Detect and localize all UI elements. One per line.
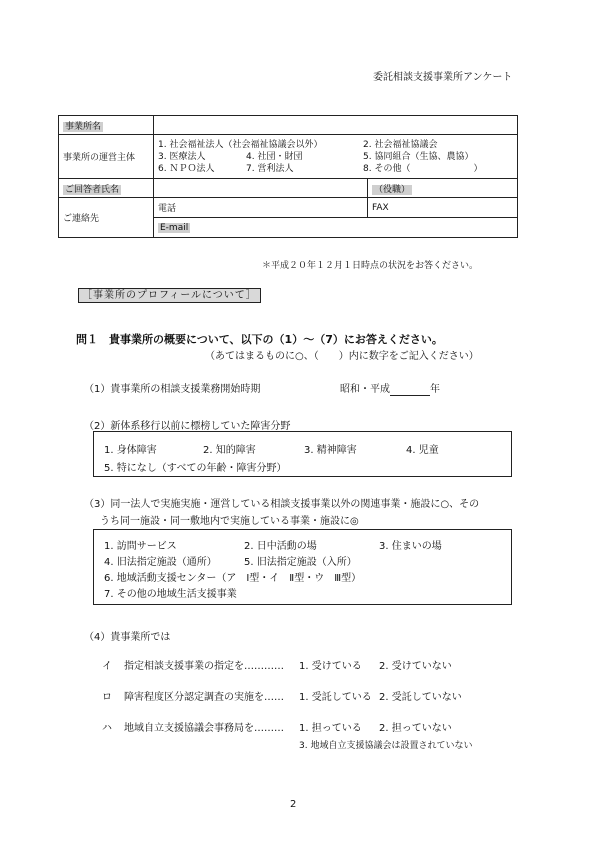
section-heading-text: ［事業所のプロフィールについて］ bbox=[78, 288, 261, 303]
office-name-input[interactable] bbox=[154, 116, 518, 135]
q1-4-item-ha-mark: ハ bbox=[102, 723, 112, 734]
email-cell[interactable] bbox=[154, 218, 518, 238]
operator-option[interactable]: 5. 協同組合（生協、農協） bbox=[363, 151, 474, 162]
office-name-label-cell bbox=[59, 116, 154, 135]
option[interactable]: 3. 地域自立支援協議会は設置されていない bbox=[299, 741, 473, 751]
option[interactable]: 1. 担っている bbox=[299, 723, 362, 734]
q1-4-item-ro-mark: ロ bbox=[102, 692, 112, 703]
q1-4-item-ha-text: 地域自立支援協議会事務局を……… bbox=[124, 723, 284, 734]
phone-label: 電話 bbox=[158, 204, 177, 214]
contact-label: ご連絡先 bbox=[59, 198, 154, 238]
option[interactable]: 2. 担っていない bbox=[379, 723, 452, 734]
option[interactable]: 2. 受託していない bbox=[379, 692, 462, 703]
operator-option[interactable]: 6. ＮＰＯ法人 bbox=[158, 163, 215, 174]
q1-3-options-box bbox=[93, 529, 512, 605]
option[interactable]: 7. その他の地域生活支援事業 bbox=[104, 589, 237, 600]
q1-3-label-line2: うち同一施設・同一敷地内で実施している事業・施設に◎ bbox=[100, 516, 359, 527]
position-label: （役職） bbox=[374, 184, 411, 195]
respondent-label: ご回答者氏名 bbox=[65, 184, 120, 195]
q1-1-label: （1）貴事業所の相談支援業務開始時期 bbox=[84, 384, 261, 395]
year-input[interactable] bbox=[390, 380, 430, 396]
q1-2-options-box bbox=[93, 431, 512, 477]
q1-2-label: （2）新体系移行以前に標榜していた障害分野 bbox=[84, 421, 291, 432]
q1-4-item-i-text: 指定相談支援事業の指定を………… bbox=[124, 661, 284, 672]
option[interactable]: 1. 受託している bbox=[299, 692, 372, 703]
option[interactable]: 1. 身体障害 bbox=[104, 445, 157, 456]
section-heading bbox=[78, 286, 261, 301]
year-suffix: 年 bbox=[430, 384, 440, 395]
office-name-label: 事業所名 bbox=[65, 121, 102, 132]
q1-3-label-line1: （3）同一法人で実施実施・運営している相談支援事業以外の関連事業・施設に○、その bbox=[84, 499, 480, 510]
operator-option[interactable]: 2. 社会福祉協議会 bbox=[363, 139, 438, 150]
q1-4-label: （4）貴事業所では bbox=[84, 632, 171, 643]
q1-1-answer bbox=[340, 380, 440, 396]
option[interactable]: 1. 訪問サービス bbox=[104, 541, 177, 552]
option[interactable]: 3. 精神障害 bbox=[304, 445, 357, 456]
operator-option[interactable]: 3. 医療法人 bbox=[158, 151, 206, 162]
fax-label: FAX bbox=[372, 202, 389, 213]
operator-label: 事業所の運営主体 bbox=[59, 135, 154, 179]
operator-options-cell bbox=[154, 135, 518, 179]
option[interactable]: 6. 地域活動支援センター（ア Ⅰ型・イ Ⅱ型・ウ Ⅲ型） bbox=[104, 573, 362, 584]
email-label: E-mail bbox=[160, 222, 189, 233]
respondent-name-input[interactable] bbox=[154, 179, 368, 198]
option[interactable]: 2. 知的障害 bbox=[203, 445, 256, 456]
operator-option[interactable]: 8. その他（ ） bbox=[363, 163, 483, 174]
option[interactable]: 5. 旧法指定施設（入所） bbox=[244, 557, 357, 568]
option[interactable]: 4. 児童 bbox=[406, 445, 439, 456]
option[interactable]: 5. 特になし（すべての年齢・障害分野） bbox=[104, 463, 287, 474]
fax-cell[interactable] bbox=[368, 198, 518, 218]
survey-title: 委託相談支援事業所アンケート bbox=[373, 72, 513, 83]
option[interactable]: 2. 受けていない bbox=[379, 661, 452, 672]
operator-option[interactable]: 7. 営利法人 bbox=[246, 163, 294, 174]
option[interactable]: 4. 旧法指定施設（通所） bbox=[104, 557, 217, 568]
option[interactable]: 2. 日中活動の場 bbox=[244, 541, 317, 552]
office-profile-table bbox=[58, 115, 518, 238]
reference-date-note: ＊平成２０年１２月１日時点の状況をお答ください。 bbox=[262, 261, 479, 271]
position-cell[interactable] bbox=[368, 179, 518, 198]
operator-option[interactable]: 4. 社団・財団 bbox=[246, 151, 303, 162]
q1-4-item-i-mark: イ bbox=[102, 661, 112, 672]
phone-cell[interactable] bbox=[154, 198, 368, 218]
q1-instruction: （あてはまるものに○、（ ）内に数字をご記入ください） bbox=[205, 351, 479, 362]
respondent-label-cell bbox=[59, 179, 154, 198]
era-label: 昭和・平成 bbox=[340, 384, 390, 395]
option[interactable]: 3. 住まいの場 bbox=[379, 541, 442, 552]
operator-option[interactable]: 1. 社会福祉法人（社会福祉協議会以外） bbox=[158, 139, 323, 150]
page-number: 2 bbox=[290, 799, 297, 810]
q1-title: 問１ 貴事業所の概要について、以下の（1）～（7）にお答えください。 bbox=[76, 333, 443, 346]
q1-4-item-ro-text: 障害程度区分認定調査の実施を…… bbox=[124, 692, 284, 703]
option[interactable]: 1. 受けている bbox=[299, 661, 362, 672]
